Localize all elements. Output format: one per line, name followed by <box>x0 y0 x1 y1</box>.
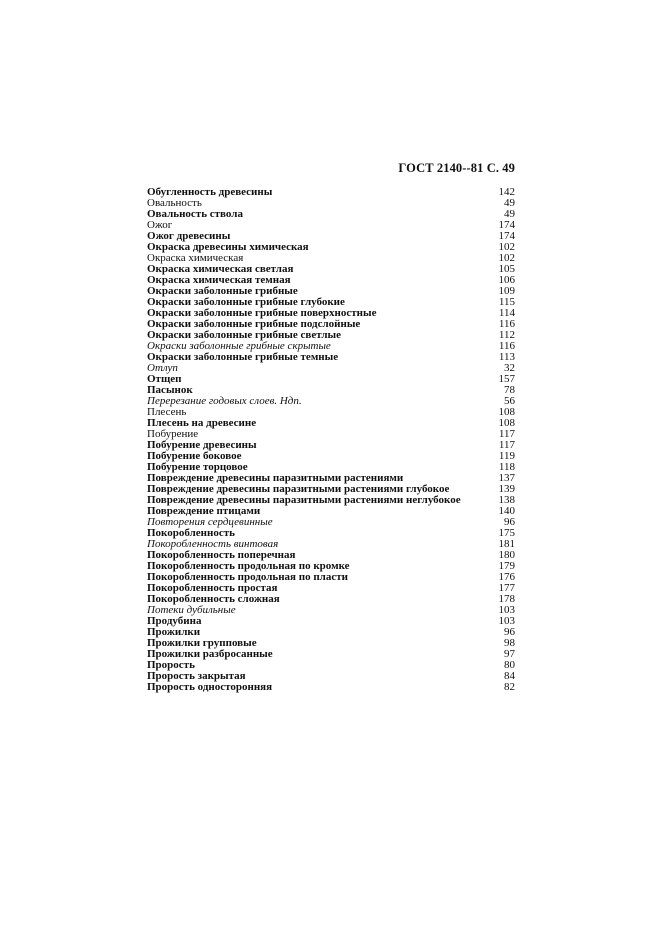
index-entry <box>147 418 515 429</box>
index-term: Перерезание годовых слоев. Ндп. <box>147 395 302 407</box>
index-term: Окраски заболонные грибные светлые <box>147 329 342 341</box>
index-term: Плесень <box>147 406 187 418</box>
index-term: Окраски заболонные грибные подслойные <box>147 318 361 330</box>
index-page-number: 174 <box>498 230 515 242</box>
index-term: Прожилки <box>147 626 201 638</box>
index-entry <box>147 352 515 363</box>
index-page-number: 178 <box>498 593 515 605</box>
index-term: Повторения сердцевинные <box>147 516 273 528</box>
index-entry <box>147 374 515 385</box>
index-page-number: 118 <box>498 461 515 473</box>
index-entry <box>147 605 515 616</box>
index-term: Повреждение птицами <box>147 505 261 517</box>
index-term: Покоробленность продольная по пласти <box>147 571 348 583</box>
index-page-number: 138 <box>498 494 515 506</box>
index-page-number: 103 <box>498 604 515 616</box>
index-term: Пасынок <box>147 384 193 396</box>
index-page-number: 97 <box>504 648 515 660</box>
index-page-number: 32 <box>504 362 515 374</box>
index-page-number: 142 <box>498 186 515 198</box>
index-page-number: 49 <box>504 197 515 209</box>
index-page-number: 112 <box>498 329 515 341</box>
index-term: Овальность ствола <box>147 208 243 220</box>
index-term: Покоробленность <box>147 527 235 539</box>
index-page-number: 105 <box>498 263 515 275</box>
index-term: Обугленность древесины <box>147 186 273 198</box>
index-page-number: 175 <box>498 527 515 539</box>
index-page-number: 181 <box>498 538 515 550</box>
index-term: Прорость <box>147 659 195 671</box>
index-term: Ожог древесины <box>147 230 231 242</box>
index-page-number: 106 <box>498 274 515 286</box>
index-page-number: 116 <box>498 318 515 330</box>
index-entry <box>147 682 515 693</box>
index-term: Повреждение древесины паразитными растениями неглубокое <box>147 494 461 506</box>
running-header: ГОСТ 2140--81 С. 49 <box>398 161 515 175</box>
index-page-number: 174 <box>498 219 515 231</box>
index-term: Побурение древесины <box>147 439 257 451</box>
index-page-number: 119 <box>498 450 515 462</box>
index-term: Окраска химическая темная <box>147 274 291 286</box>
index-page-number: 109 <box>498 285 515 297</box>
index-entry <box>147 187 515 198</box>
index-term: Покоробленность продольная по кромке <box>147 560 350 572</box>
index-term: Окраска химическая светлая <box>147 263 294 275</box>
index-page-number: 140 <box>498 505 515 517</box>
index-term: Окраски заболонные грибные <box>147 285 298 297</box>
index-term: Окраски заболонные грибные глубокие <box>147 296 345 308</box>
index-entry <box>147 209 515 220</box>
index-page-number: 102 <box>498 241 515 253</box>
index-page-number: 114 <box>498 307 515 319</box>
index-page-number: 113 <box>498 351 515 363</box>
index-term: Прорость закрытая <box>147 670 246 682</box>
index-page-number: 180 <box>498 549 515 561</box>
index-term: Покоробленность винтовая <box>147 538 279 550</box>
index-page-number: 176 <box>498 571 515 583</box>
index-page-number: 117 <box>498 439 515 451</box>
index-page-number: 115 <box>498 296 515 308</box>
index-term: Плесень на древесине <box>147 417 257 429</box>
index-entry <box>147 396 515 407</box>
index-page-number: 56 <box>504 395 515 407</box>
index-page-number: 96 <box>504 626 515 638</box>
index-page-number: 117 <box>498 428 515 440</box>
index-page-number: 80 <box>504 659 515 671</box>
index-page-number: 98 <box>504 637 515 649</box>
index-term: Отлуп <box>147 362 178 374</box>
index-page-number: 108 <box>498 406 515 418</box>
index-term: Побурение <box>147 428 199 440</box>
index-term: Прорость односторонняя <box>147 681 273 693</box>
index-entry <box>147 616 515 627</box>
index-term: Покоробленность простая <box>147 582 278 594</box>
index-term: Ожог <box>147 219 173 231</box>
term-index-list <box>147 187 515 693</box>
index-page-number: 103 <box>498 615 515 627</box>
index-term: Овальность <box>147 197 202 209</box>
index-term: Окраски заболонные грибные скрытые <box>147 340 331 352</box>
index-term: Повреждение древесины паразитными растениями глубокое <box>147 483 450 495</box>
index-entry <box>147 649 515 660</box>
index-page-number: 139 <box>498 483 515 495</box>
index-page-number: 179 <box>498 560 515 572</box>
index-page-number: 108 <box>498 417 515 429</box>
index-term: Покоробленность поперечная <box>147 549 296 561</box>
index-term: Побурение боковое <box>147 450 242 462</box>
index-term: Побурение торцовое <box>147 461 248 473</box>
index-entry <box>147 363 515 374</box>
index-page-number: 137 <box>498 472 515 484</box>
index-term: Потеки дубильные <box>147 604 236 616</box>
index-term: Окраска древесины химическая <box>147 241 309 253</box>
index-page-number: 96 <box>504 516 515 528</box>
index-page-number: 49 <box>504 208 515 220</box>
index-term: Продубина <box>147 615 202 627</box>
index-term: Окраска химическая <box>147 252 244 264</box>
index-term: Окраски заболонные грибные поверхностные <box>147 307 377 319</box>
index-page-number: 157 <box>498 373 515 385</box>
index-page-number: 102 <box>498 252 515 264</box>
index-page-number: 84 <box>504 670 515 682</box>
index-term: Прожилки групповые <box>147 637 257 649</box>
index-term: Отщеп <box>147 373 182 385</box>
index-page-number: 177 <box>498 582 515 594</box>
index-term: Покоробленность сложная <box>147 593 280 605</box>
index-page-number: 116 <box>498 340 515 352</box>
index-page-number: 78 <box>504 384 515 396</box>
index-term: Окраски заболонные грибные темные <box>147 351 339 363</box>
index-term: Прожилки разбросанные <box>147 648 273 660</box>
index-page-number: 82 <box>504 681 515 693</box>
index-term: Повреждение древесины паразитными растениями <box>147 472 404 484</box>
